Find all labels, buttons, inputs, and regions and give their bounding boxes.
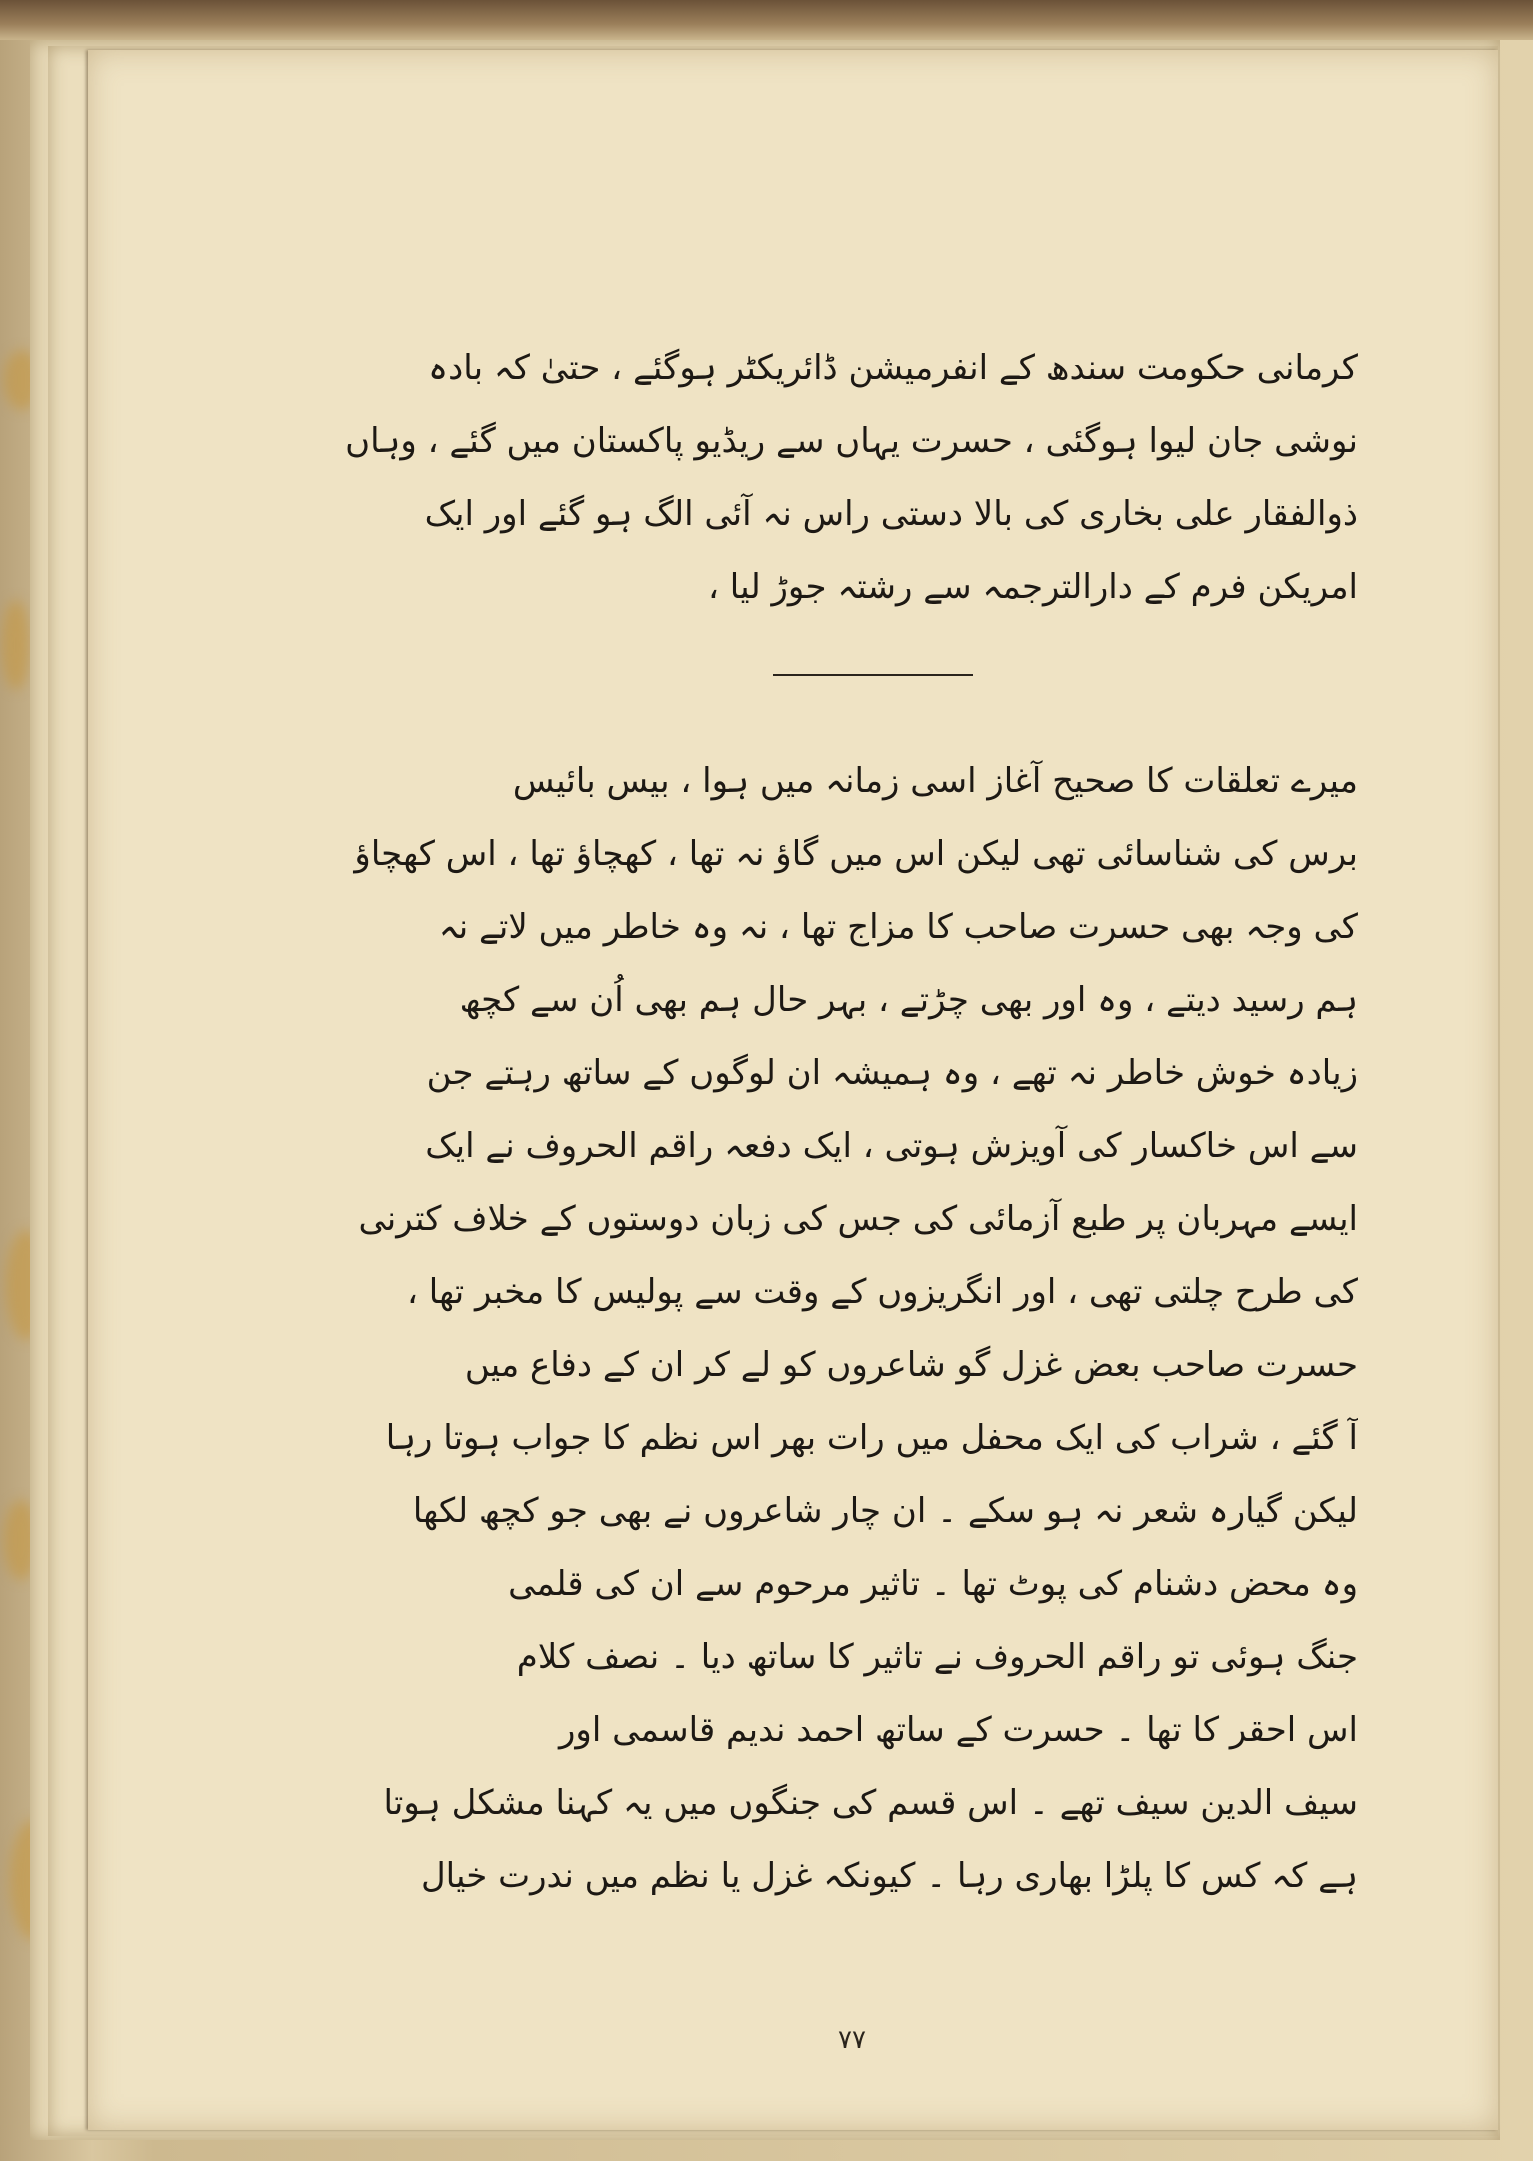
paragraph-2 bbox=[178, 745, 1358, 1913]
text-line: برس کی شناسائی تھی لیکن اس میں گاؤ نہ تھا ، کھچاؤ تھا ، اس کھچاؤ bbox=[354, 834, 1358, 874]
paragraph-1 bbox=[178, 332, 1358, 624]
stain bbox=[2, 600, 30, 690]
text-line: جنگ ہوئی تو راقم الحروف نے تاثیر کا ساتھ دیا ۔ نصف کلام bbox=[516, 1637, 1358, 1677]
text-line: وہ محض دشنام کی پوٹ تھا ۔ تاثیر مرحوم سے ان کی قلمی bbox=[508, 1564, 1358, 1604]
text-line: سے اس خاکسار کی آویزش ہوتی ، ایک دفعہ راقم الحروف نے ایک bbox=[425, 1126, 1358, 1166]
text-line: ہے کہ کس کا پلڑا بھاری رہا ۔ کیونکہ غزل یا نظم میں ندرت خیال bbox=[420, 1856, 1358, 1896]
text-line: ایسے مہربان پر طبع آزمائی کی جس کی زبان دوستوں کے خلاف کترنی bbox=[358, 1199, 1358, 1239]
text-line: کی طرح چلتی تھی ، اور انگریزوں کے وقت سے پولیس کا مخبر تھا ، bbox=[406, 1272, 1358, 1312]
text-line: زیادہ خوش خاطر نہ تھے ، وہ ہمیشہ ان لوگوں کے ساتھ رہتے جن bbox=[426, 1053, 1358, 1093]
text-line: کرمانی حکومت سندھ کے انفرمیشن ڈائریکٹر ہوگئے ، حتیٰ کہ بادہ bbox=[428, 348, 1358, 388]
text-line: سیف الدین سیف تھے ۔ اس قسم کی جنگوں میں یہ کہنا مشکل ہوتا bbox=[383, 1783, 1358, 1823]
text-line: اس احقر کا تھا ۔ حسرت کے ساتھ احمد ندیم قاسمی اور bbox=[559, 1710, 1358, 1750]
text-line: ذوالفقار علی بخاری کی بالا دستی راس نہ آئی الگ ہو گئے اور ایک bbox=[424, 494, 1358, 534]
text-line: حسرت صاحب بعض غزل گو شاعروں کو لے کر ان کے دفاع میں bbox=[464, 1345, 1358, 1385]
text-line: لیکن گیارہ شعر نہ ہو سکے ۔ ان چار شاعروں نے بھی جو کچھ لکھا bbox=[412, 1491, 1358, 1531]
text-line: ہم رسید دیتے ، وہ اور بھی چڑتے ، بہر حال ہم بھی اُن سے کچھ bbox=[459, 980, 1358, 1020]
text-line: کی وجہ بھی حسرت صاحب کا مزاج تھا ، نہ وہ خاطر میں لاتے نہ bbox=[438, 907, 1358, 947]
book-binding-top bbox=[0, 0, 1533, 40]
text-line: نوشی جان لیوا ہوگئی ، حسرت یہاں سے ریڈیو پاکستان میں گئے ، وہاں bbox=[345, 421, 1358, 461]
text-line: امریکن فرم کے دارالترجمہ سے رشتہ جوڑ لیا ، bbox=[707, 567, 1358, 607]
page-number: ۷۷ bbox=[838, 2025, 866, 2055]
text-line: میرے تعلقات کا صحیح آغاز اسی زمانہ میں ہوا ، بیس بائیس bbox=[512, 761, 1358, 801]
section-divider bbox=[773, 674, 973, 676]
text-line: آ گئے ، شراب کی ایک محفل میں رات بھر اس نظم کا جواب ہوتا رہا bbox=[385, 1418, 1358, 1458]
book-page bbox=[88, 50, 1498, 2130]
